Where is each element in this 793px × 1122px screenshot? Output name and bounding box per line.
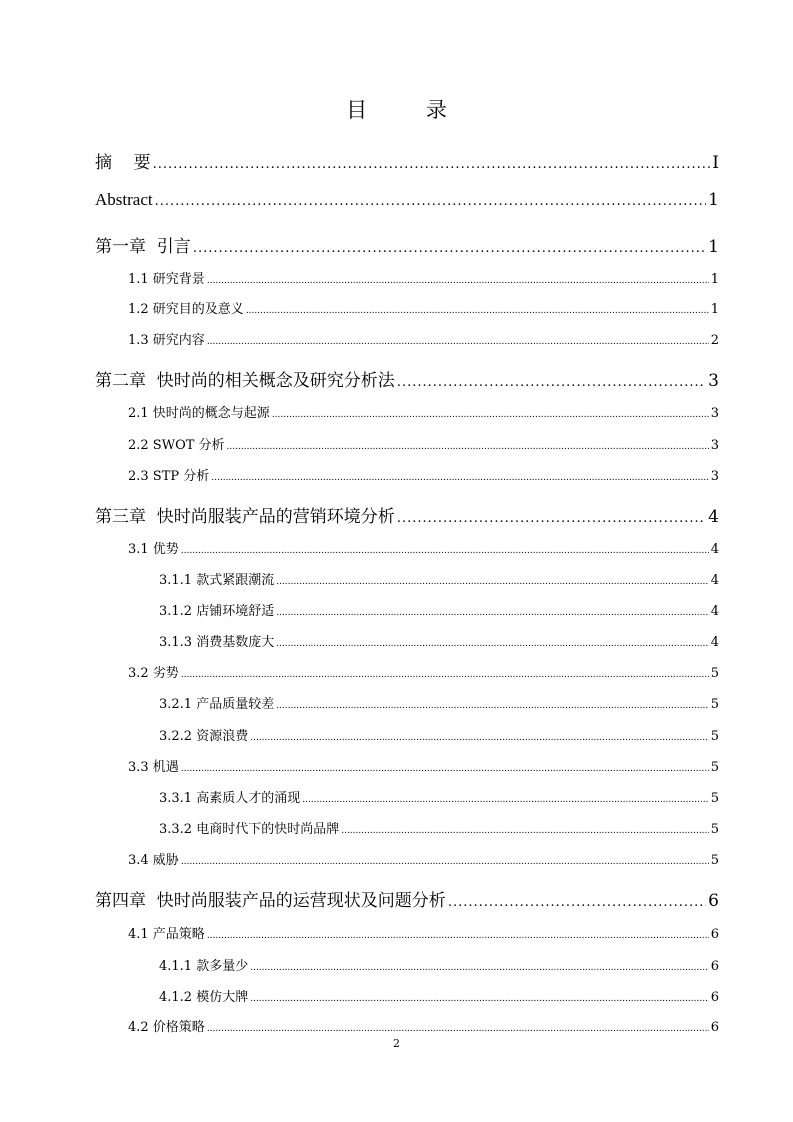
toc-entry-page: 5 (710, 729, 719, 744)
toc-entry-page: 2 (710, 333, 719, 348)
toc-entry-page: 6 (710, 990, 719, 1005)
toc-entry-label: 3.2.1 产品质量较差 (159, 697, 275, 712)
toc-leader-dots (207, 931, 709, 941)
toc-entry-page: 4 (710, 604, 719, 619)
toc-section-entry[interactable] (128, 538, 719, 557)
toc-leader-dots (276, 608, 709, 618)
toc-section-entry[interactable] (128, 402, 719, 421)
toc-entry-label: 3.2 劣势 (128, 666, 179, 681)
toc-chapter-entry[interactable] (95, 886, 719, 911)
toc-entry-page: I (712, 153, 719, 173)
toc-entry-label: 3.1 优势 (128, 542, 179, 557)
toc-entry-page: 4 (710, 635, 719, 650)
toc-leader-dots (155, 194, 707, 209)
toc-section-entry[interactable] (128, 298, 719, 317)
toc-leader-dots (276, 577, 709, 587)
toc-section-entry[interactable] (128, 923, 719, 942)
toc-leader-dots (153, 157, 711, 172)
toc-entry-page: 5 (710, 822, 719, 837)
toc-entry-label: 3.3 机遇 (128, 760, 179, 775)
toc-leader-dots (246, 306, 709, 316)
toc-entry-page: 4 (710, 573, 719, 588)
toc-leader-dots (276, 701, 709, 711)
toc-leader-dots (181, 670, 709, 680)
toc-section-entry[interactable] (128, 268, 719, 287)
toc-leader-dots (272, 410, 709, 420)
toc-leader-dots (211, 473, 708, 483)
toc-leader-dots (227, 442, 709, 452)
toc-section-entry[interactable] (128, 849, 719, 868)
toc-entry-page: 3 (710, 438, 719, 453)
toc-entry-label: 1.1 研究背景 (128, 272, 205, 287)
toc-entry-page: 5 (710, 853, 719, 868)
toc-entry-label: 2.2 SWOT 分析 (128, 438, 225, 453)
toc-section-entry[interactable] (128, 329, 719, 348)
toc-title: 目 录 (346, 98, 473, 122)
toc-leader-dots (181, 857, 709, 867)
toc-section-entry[interactable] (128, 662, 719, 681)
toc-entry-label: 3.4 威胁 (128, 853, 179, 868)
toc-entry-label: 3.1.3 消费基数庞大 (159, 635, 275, 650)
toc-entry-label: 第一章 引言 (95, 237, 191, 257)
page-number: 2 (393, 1037, 400, 1050)
toc-entry-label: 第三章 快时尚服装产品的营销环境分析 (95, 507, 395, 527)
toc-entry-label: 1.2 研究目的及意义 (128, 302, 244, 317)
toc-chapter-entry[interactable] (95, 232, 719, 257)
toc-leader-dots (193, 241, 706, 256)
toc-entry-page: 6 (710, 927, 719, 942)
toc-entry-label: 4.1.1 款多量少 (159, 959, 249, 974)
toc-entry-label: 第四章 快时尚服装产品的运营现状及问题分析 (95, 891, 446, 911)
toc-entry-label: 3.3.2 电商时代下的快时尚品牌 (159, 822, 340, 837)
toc-entry-page: 5 (710, 760, 719, 775)
toc-entry-label: 4.1 产品策略 (128, 927, 205, 942)
toc-chapter-entry[interactable] (95, 366, 719, 391)
toc-section-entry[interactable] (159, 569, 719, 588)
toc-entry-page: 1 (710, 272, 719, 287)
toc-entry-page: 5 (710, 666, 719, 681)
toc-entry-label: 4.2 价格策略 (128, 1020, 205, 1035)
toc-entry-label: 3.2.2 资源浪费 (159, 729, 249, 744)
toc-entry-page: 4 (710, 542, 719, 557)
toc-section-entry[interactable] (159, 818, 719, 837)
toc-leader-dots (250, 733, 709, 743)
toc-entry-label: 3.3.1 高素质人才的涌现 (159, 791, 301, 806)
toc-entry-label: 1.3 研究内容 (128, 333, 205, 348)
toc-entry-page: 1 (710, 302, 719, 317)
toc-entry-label: 摘 要 (95, 153, 151, 173)
toc-entry-label: Abstract (95, 190, 153, 209)
toc-entry-page: 1 (708, 237, 719, 257)
toc-entry-label: 2.3 STP 分析 (128, 469, 210, 484)
toc-section-entry[interactable] (128, 1016, 719, 1035)
toc-entry-page: 4 (708, 507, 719, 527)
toc-section-entry[interactable] (159, 787, 719, 806)
toc-leader-dots (207, 337, 709, 347)
toc-chapter-entry[interactable] (95, 190, 719, 210)
toc-section-entry[interactable] (159, 631, 719, 650)
toc-entry-page: 5 (710, 791, 719, 806)
toc-entry-page: 6 (710, 1020, 719, 1035)
toc-section-entry[interactable] (159, 986, 719, 1005)
toc-section-entry[interactable] (128, 756, 719, 775)
toc-leader-dots (207, 1024, 709, 1034)
toc-entry-label: 第二章 快时尚的相关概念及研究分析法 (95, 371, 395, 391)
toc-entry-page: 5 (710, 697, 719, 712)
toc-leader-dots (448, 895, 706, 910)
toc-entry-page: 3 (710, 469, 719, 484)
toc-leader-dots (397, 511, 706, 526)
toc-leader-dots (341, 826, 709, 836)
toc-entry-page: 6 (708, 891, 719, 911)
toc-entry-label: 3.1.2 店铺环境舒适 (159, 604, 275, 619)
toc-leader-dots (397, 375, 706, 390)
toc-entry-page: 6 (710, 959, 719, 974)
toc-leader-dots (302, 795, 709, 805)
toc-leader-dots (276, 639, 709, 649)
toc-entry-label: 3.1.1 款式紧跟潮流 (159, 573, 275, 588)
toc-section-entry[interactable] (159, 725, 719, 744)
toc-leader-dots (250, 994, 709, 1004)
toc-section-entry[interactable] (128, 434, 719, 453)
toc-leader-dots (207, 276, 709, 286)
toc-entry-page: 3 (710, 406, 719, 421)
toc-chapter-entry[interactable] (95, 148, 719, 173)
toc-leader-dots (250, 963, 709, 973)
toc-section-entry[interactable] (159, 693, 719, 712)
toc-section-entry[interactable] (128, 465, 719, 484)
toc-chapter-entry[interactable] (95, 502, 719, 527)
toc-leader-dots (181, 764, 709, 774)
toc-entry-page: 1 (708, 190, 719, 210)
toc-leader-dots (181, 546, 709, 556)
toc-entry-page: 3 (708, 371, 719, 391)
toc-entry-label: 4.1.2 模仿大牌 (159, 990, 249, 1005)
toc-entry-label: 2.1 快时尚的概念与起源 (128, 406, 270, 421)
toc-section-entry[interactable] (159, 955, 719, 974)
toc-section-entry[interactable] (159, 600, 719, 619)
